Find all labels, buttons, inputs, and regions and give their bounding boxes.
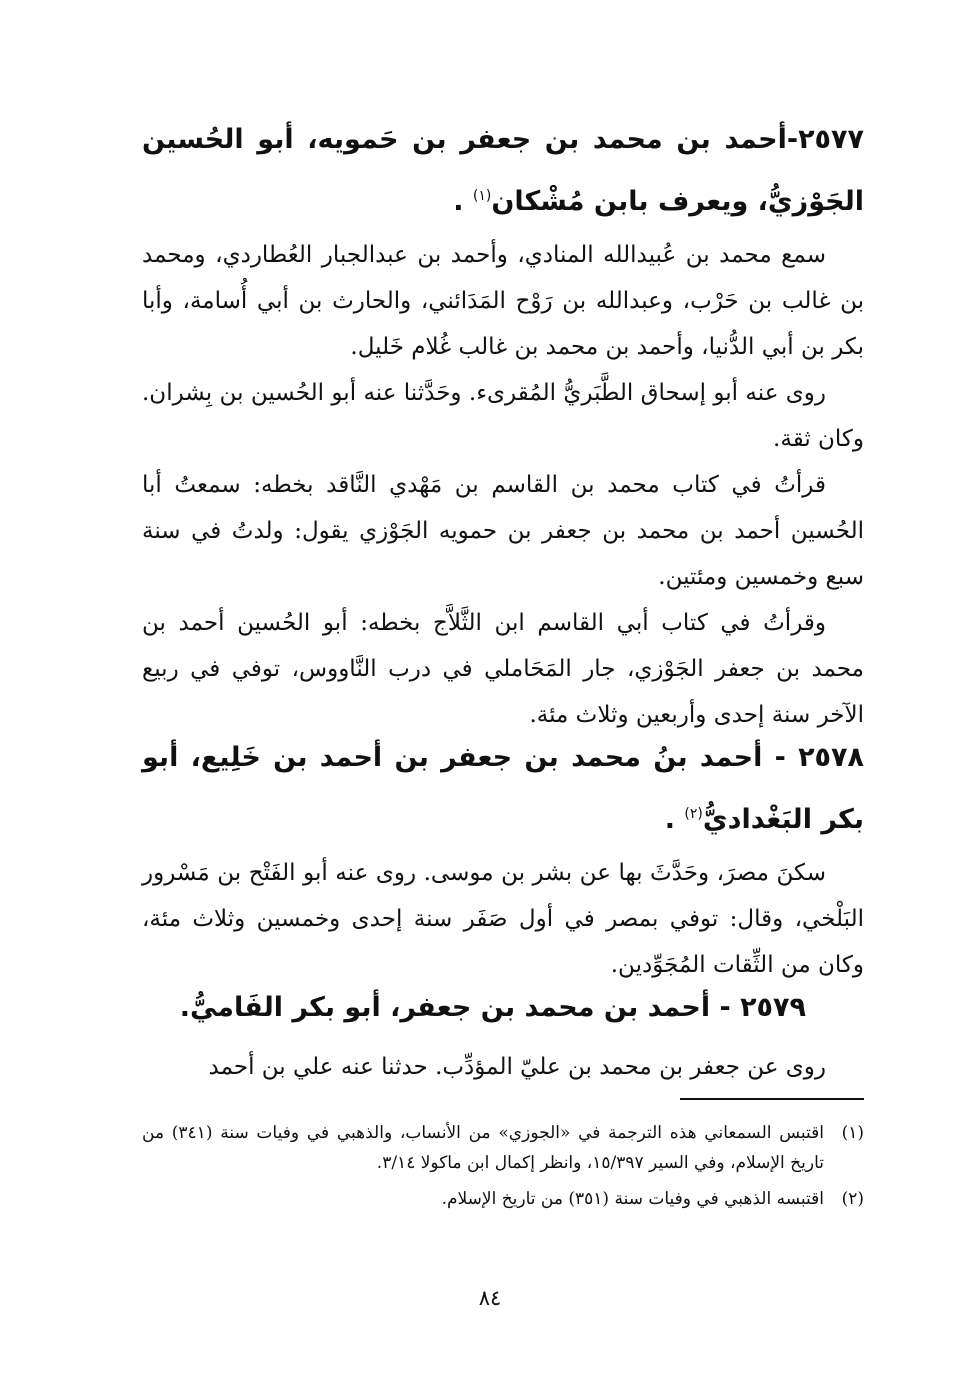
footnote-divider xyxy=(680,1098,864,1100)
footnote-marker: (٢) xyxy=(841,1189,864,1209)
paragraph: روى عن جعفر بن محمد بن عليّ المؤدِّب. حدثنا عنه علي بن أحمد xyxy=(208,1054,826,1080)
footnote xyxy=(142,1184,864,1214)
heading-end: . xyxy=(453,186,473,217)
entry-heading-text: ٢٥٧٩ - أحمد بن محمد بن جعفر، أبو بكر الفَاميُّ. xyxy=(179,992,806,1023)
footnote-text: اقتبسه الذهبي في وفيات سنة (٣٥١) من تاريخ الإسلام. xyxy=(441,1189,824,1209)
heading-end: . xyxy=(664,804,685,835)
paragraph: سكنَ مصرَ، وحَدَّثَ بها عن بشر بن موسى. روى عنه أبو الفَتْح بن مَسْرور البَلْخي، وقال: توفي بمصر في أول صَفَر سنة إحدى وخمسين وثلاث مئة، وكان من الثِّقات المُجَوِّدين. xyxy=(142,860,864,978)
paragraph: قرأتُ في كتاب محمد بن القاسم بن مَهْدي النَّاقد بخطه: سمعتُ أبا الحُسين أحمد بن محمد بن جعفر بن حمويه الجَوْزي يقول: ولدتُ في سنة سبع وخمسين ومئتين. xyxy=(142,472,864,590)
entry-heading-text: ٢٥٧٨ - أحمد بنُ محمد بن جعفر بن أحمد بن خَلِيع، أبو بكر البَغْداديُّ xyxy=(142,742,864,835)
paragraph: وقرأتُ في كتاب أبي القاسم ابن الثَّلاَّج بخطه: أبو الحُسين أحمد بن محمد بن جعفر الجَوْزي، جار المَحَاملي في درب النَّاووس، توفي في ربيع الآخر سنة إحدى وأربعين وثلاث مئة. xyxy=(142,610,864,728)
footnote-marker: (١) xyxy=(841,1123,864,1143)
page-number: ٨٤ xyxy=(478,1286,502,1310)
footnote xyxy=(142,1118,864,1178)
paragraph: روى عنه أبو إسحاق الطَّبَريُّ المُقرىء. وحَدَّثنا عنه أبو الحُسين بن بِشران. وكان ثقة. xyxy=(142,380,864,452)
footnote-ref-2: (٢) xyxy=(684,806,703,822)
footnote-text: اقتبس السمعاني هذه الترجمة في «الجوزي» من الأنساب، والذهبي في وفيات سنة (٣٤١) من تاريخ الإسلام، وفي السير ١٥/٣٩٧، وانظر إكمال ابن ماكولا ٣/١٤. xyxy=(142,1123,824,1173)
paragraph: سمع محمد بن عُبيدالله المنادي، وأحمد بن عبدالجبار العُطاردي، ومحمد بن غالب بن حَرْب، وعبدالله بن رَوْح المَدَائني، والحارث بن أبي أُسامة، وأبا بكر بن أبي الدُّنيا، وأحمد بن محمد بن غالب غُلام خَليل. xyxy=(142,242,864,360)
entry-heading-text: ٢٥٧٧-أحمد بن محمد بن جعفر بن حَمويه، أبو الحُسين الجَوْزيُّ، ويعرف بابن مُشْكان xyxy=(142,124,864,217)
entry-heading-2577 xyxy=(142,112,864,230)
footnote-ref-1: (١) xyxy=(472,188,492,204)
entry-heading-2579 xyxy=(142,980,864,1036)
footnotes xyxy=(142,1118,864,1220)
entry-heading-2578 xyxy=(142,730,864,848)
